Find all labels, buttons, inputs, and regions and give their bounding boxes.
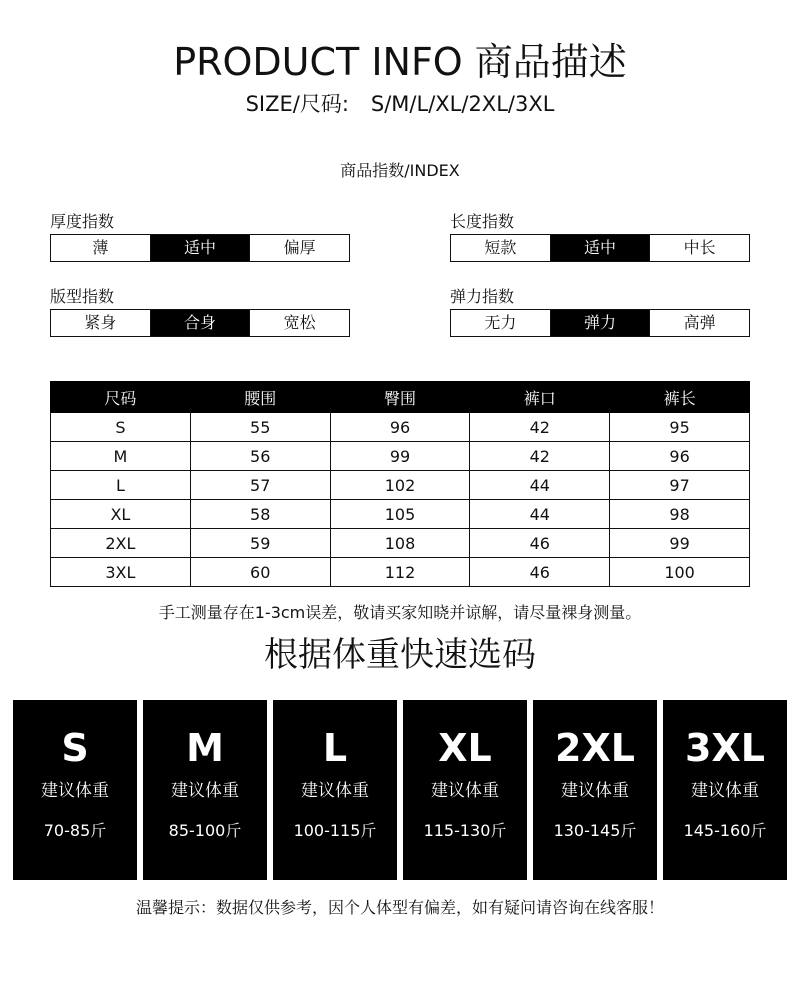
card-range: 100-115斤 <box>293 821 377 840</box>
card-size: S <box>61 726 89 770</box>
weight-guide-heading: 根据体重快速选码 <box>264 635 536 675</box>
indicator-label: 弹力指数 <box>450 287 515 306</box>
card-label: 建议体重 <box>301 781 369 801</box>
column-header: 臀围 <box>330 382 470 413</box>
card-label: 建议体重 <box>431 781 499 801</box>
table-cell: 96 <box>610 442 750 471</box>
table-cell: 100 <box>610 558 750 587</box>
card-range: 115-130斤 <box>423 821 507 840</box>
size-values: S/M/L/XL/2XL/3XL <box>370 92 555 116</box>
indicator-bar <box>50 234 350 262</box>
size-table <box>50 381 750 587</box>
card-size: XL <box>438 726 492 770</box>
table-cell: 44 <box>470 471 610 500</box>
indicator-label: 长度指数 <box>450 212 515 231</box>
card-label: 建议体重 <box>561 781 629 801</box>
indicator-bar <box>450 234 750 262</box>
indicator-option: 无力 <box>484 313 517 332</box>
table-cell: S <box>51 413 191 442</box>
size-card-m <box>143 700 267 880</box>
table-cell: 98 <box>610 500 750 529</box>
table-row <box>51 471 750 500</box>
table-cell: 102 <box>330 471 470 500</box>
index-heading: 商品指数/INDEX <box>340 161 460 180</box>
table-cell: 46 <box>470 558 610 587</box>
table-cell: 58 <box>190 500 330 529</box>
table-cell: 55 <box>190 413 330 442</box>
table-row <box>51 529 750 558</box>
indicator-label: 厚度指数 <box>50 212 115 231</box>
table-cell: 105 <box>330 500 470 529</box>
table-cell: 56 <box>190 442 330 471</box>
table-cell: 60 <box>190 558 330 587</box>
table-header-row <box>51 382 750 413</box>
indicator-option: 薄 <box>92 238 109 257</box>
table-cell: 96 <box>330 413 470 442</box>
card-range: 145-160斤 <box>683 821 767 840</box>
table-cell: 3XL <box>51 558 191 587</box>
size-card-xl <box>403 700 527 880</box>
indicator-option: 短款 <box>484 238 517 257</box>
card-range: 70-85斤 <box>43 821 107 840</box>
size-card-3xl <box>663 700 787 880</box>
measurement-note: 手工测量存在1-3cm误差，敬请买家知晓并谅解，请尽量裸身测量。 <box>158 603 642 622</box>
size-card-s <box>13 700 137 880</box>
size-label: SIZE/尺码: <box>245 92 349 116</box>
column-header: 裤长 <box>610 382 750 413</box>
indicator-option-selected: 合身 <box>150 310 250 336</box>
table-cell: 108 <box>330 529 470 558</box>
card-size: M <box>186 726 224 770</box>
table-row <box>51 442 750 471</box>
table-cell: 97 <box>610 471 750 500</box>
card-size: L <box>322 726 348 770</box>
indicator-bar <box>50 309 350 337</box>
table-cell: 59 <box>190 529 330 558</box>
elasticity-indicator <box>450 287 750 337</box>
table-cell: 2XL <box>51 529 191 558</box>
table-cell: 44 <box>470 500 610 529</box>
table-cell: 42 <box>470 442 610 471</box>
indicator-option-selected: 适中 <box>150 235 250 261</box>
card-size: 2XL <box>555 726 635 770</box>
table-cell: 46 <box>470 529 610 558</box>
table-row <box>51 413 750 442</box>
card-range: 130-145斤 <box>553 821 637 840</box>
indicator-option-selected: 弹力 <box>550 310 650 336</box>
table-cell: 95 <box>610 413 750 442</box>
indicator-option: 偏厚 <box>249 235 349 261</box>
table-cell: 42 <box>470 413 610 442</box>
reminder-tip: 温馨提示：数据仅供参考，因个人体型有偏差，如有疑问请咨询在线客服！ <box>135 898 664 917</box>
length-indicator <box>450 212 750 262</box>
table-cell: L <box>51 471 191 500</box>
card-range: 85-100斤 <box>168 821 242 840</box>
indicator-label: 版型指数 <box>50 287 115 306</box>
table-cell: 57 <box>190 471 330 500</box>
table-cell: 112 <box>330 558 470 587</box>
indicator-option-selected: 适中 <box>550 235 650 261</box>
table-row <box>51 500 750 529</box>
table-cell: 99 <box>330 442 470 471</box>
column-header: 尺码 <box>51 382 191 413</box>
table-cell: M <box>51 442 191 471</box>
size-line <box>0 89 800 119</box>
indicator-option: 高弹 <box>649 310 749 336</box>
table-cell: XL <box>51 500 191 529</box>
column-header: 裤口 <box>470 382 610 413</box>
indicator-bar <box>450 309 750 337</box>
size-card-l <box>273 700 397 880</box>
fit-indicator <box>50 287 350 337</box>
indicator-option: 宽松 <box>249 310 349 336</box>
table-cell: 99 <box>610 529 750 558</box>
size-card-2xl <box>533 700 657 880</box>
weight-guide-cards <box>13 700 787 880</box>
thickness-indicator <box>50 212 350 262</box>
page-title: PRODUCT INFO 商品描述 <box>173 40 627 84</box>
column-header: 腰围 <box>190 382 330 413</box>
card-label: 建议体重 <box>691 781 759 801</box>
card-size: 3XL <box>685 726 765 770</box>
table-row <box>51 558 750 587</box>
indicator-option: 紧身 <box>84 313 117 332</box>
indicator-option: 中长 <box>649 235 749 261</box>
card-label: 建议体重 <box>171 781 239 801</box>
card-label: 建议体重 <box>41 781 109 801</box>
